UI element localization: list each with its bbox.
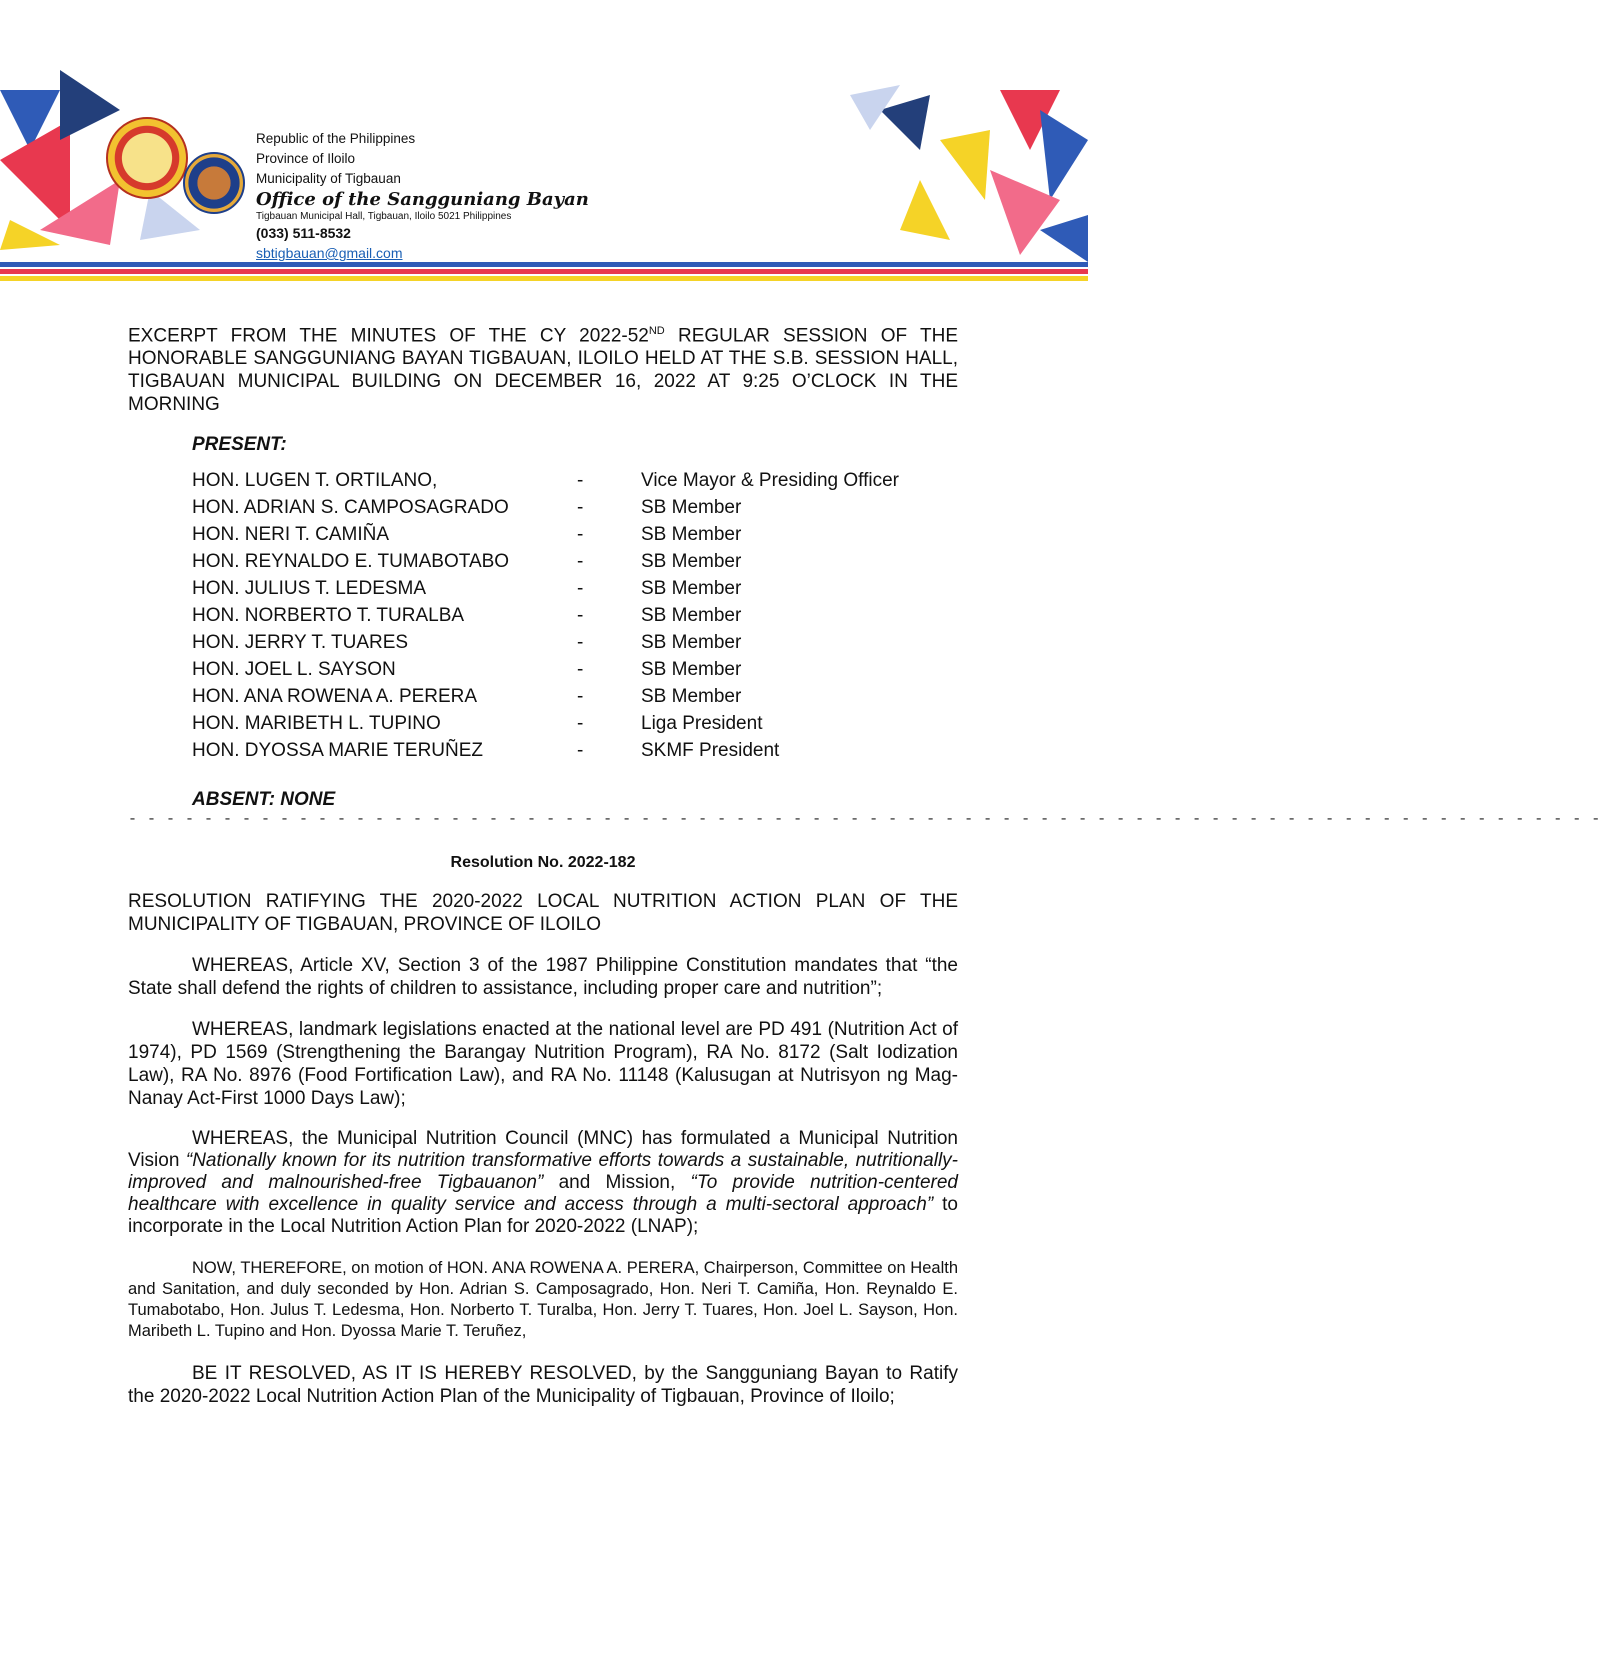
absent-label: ABSENT: NONE <box>192 789 336 811</box>
whereas-paragraph-2: WHEREAS, landmark legislations enacted at the national level are PD 491 (Nutrition Act of 1974), PD 1569 (Strengthening the Barangay Nutrition Program), RA No. 8172 (Salt Iodization Law), RA No. 8976 (Food Fortification Law), and RA No. 11148 (Kalusugan at Nutrisyon ng Mag-Nanay Act-First 1000 Days Law); <box>128 1019 958 1110</box>
office-title: Office of the Sangguniang Bayan <box>256 189 589 210</box>
province-line: Province of Iloilo <box>256 151 356 166</box>
attendee-dash: - <box>577 659 584 681</box>
attendee-position: SB Member <box>641 497 742 519</box>
municipality-seal <box>106 117 188 199</box>
sangguniang-bayan-seal <box>183 152 245 214</box>
attendee-name: HON. ADRIAN S. CAMPOSAGRADO <box>192 497 509 519</box>
right-triangle-blue2 <box>1040 215 1088 262</box>
right-triangle-yellow2 <box>900 180 950 240</box>
attendee-position: SB Member <box>641 524 742 546</box>
resolution-number: Resolution No. 2022-182 <box>450 854 636 872</box>
attendee-name: HON. JERRY T. TUARES <box>192 632 409 654</box>
attendee-name: HON. JOEL L. SAYSON <box>192 659 396 681</box>
letterhead-text <box>256 129 589 263</box>
attendee-name: HON. NORBERTO T. TURALBA <box>192 605 465 627</box>
letterhead <box>0 0 1088 290</box>
attendee-position: SKMF President <box>641 740 780 762</box>
attendee-name: HON. NERI T. CAMIÑA <box>192 524 390 546</box>
republic-line: Republic of the Philippines <box>256 131 416 146</box>
office-email-link[interactable]: sbtigbauan@gmail.com <box>256 245 403 261</box>
attendee-row <box>192 470 941 497</box>
attendee-dash: - <box>577 524 584 546</box>
document-body <box>128 320 1601 1408</box>
attendee-dash: - <box>577 470 584 492</box>
resolved-paragraph: BE IT RESOLVED, AS IT IS HEREBY RESOLVED, by the Sangguniang Bayan to Ratify the 2020-2022 Local Nutrition Action Plan of the Municipality of Tigbauan, Province of Iloilo; <box>128 1363 958 1408</box>
attendee-name: HON. MARIBETH L. TUPINO <box>192 713 441 735</box>
right-triangle-yellow <box>940 130 990 200</box>
attendee-position: Vice Mayor & Presiding Officer <box>641 470 900 492</box>
attendee-row <box>192 524 941 551</box>
vision-statement: “Nationally known for its nutrition transformative efforts towards a sustainable, nutritionally-improved and malnourished-free Tigbauanon” <box>128 1150 958 1194</box>
attendee-row <box>192 632 941 659</box>
attendee-row <box>192 497 941 524</box>
attendee-name: HON. REYNALDO E. TUMABOTABO <box>192 551 510 573</box>
attendee-name: HON. DYOSSA MARIE TERUÑEZ <box>192 740 484 762</box>
attendee-name: HON. LUGEN T. ORTILANO, <box>192 470 438 492</box>
resolution-title: RESOLUTION RATIFYING THE 2020-2022 LOCAL NUTRITION ACTION PLAN OF THE MUNICIPALITY OF TIGBAUAN, PROVINCE OF ILOILO <box>128 891 958 936</box>
attendee-position: SB Member <box>641 632 742 654</box>
attendee-dash: - <box>577 605 584 627</box>
attendee-dash: - <box>577 497 584 519</box>
attendee-name: HON. ANA ROWENA A. PERERA <box>192 686 478 708</box>
attendee-row <box>192 740 941 767</box>
attendee-dash: - <box>577 686 584 708</box>
present-label: PRESENT: <box>192 434 287 456</box>
attendee-dash: - <box>577 740 584 762</box>
left-triangle-navy <box>60 70 120 140</box>
header-stripes <box>0 262 1088 281</box>
attendee-position: SB Member <box>641 578 742 600</box>
attendee-dash: - <box>577 551 584 573</box>
attendee-position: Liga President <box>641 713 763 735</box>
attendee-position: SB Member <box>641 659 742 681</box>
attendee-row <box>192 659 941 686</box>
office-address: Tigbauan Municipal Hall, Tigbauan, Iloilo 5021 Philippines <box>256 211 512 222</box>
section-divider: - - - - - - - - - - - - - - - - - - - - - - - - - - - - - - - - - - - - - - - - - - - - - - - - - - - - - - - - - - - - - - - - - - - - - - - - - - - - - - <box>128 811 1601 829</box>
attendee-row <box>192 713 941 740</box>
attendee-position: SB Member <box>641 551 742 573</box>
attendee-row <box>192 578 941 605</box>
attendee-position: SB Member <box>641 605 742 627</box>
attendee-position: SB Member <box>641 686 742 708</box>
mission-statement: “To provide nutrition-centered healthcare with excellence in quality service and access through a multi-sectoral approach” <box>128 1172 958 1216</box>
excerpt-heading: EXCERPT FROM THE MINUTES OF THE CY 2022-52ND REGULAR SESSION OF THE HONORABLE SANGGUNIANG BAYAN TIGBAUAN, ILOILO HELD AT THE S.B. SESSION HALL, TIGBAUAN MUNICIPAL BUILDING ON DECEMBER 16, 2022 AT 9:25 O’CLOCK IN THE MORNING <box>128 325 958 416</box>
attendance-table <box>192 470 941 767</box>
attendee-dash: - <box>577 578 584 600</box>
now-therefore-paragraph: NOW, THEREFORE, on motion of HON. ANA ROWENA A. PERERA, Chairperson, Committee on Health and Sanitation, and duly seconded by Hon. Adrian S. Camposagrado, Hon. Neri T. Camiña, Hon. Reynaldo E. Tumabotabo, Hon. Julus T. Ledesma, Hon. Norberto T. Turalba, Hon. Jerry T. Tuares, Hon. Joel L. Sayson, Hon. Maribeth L. Tupino and Hon. Dyossa Marie T. Teruñez, <box>128 1259 958 1341</box>
attendee-row <box>192 551 941 578</box>
municipality-line: Municipality of Tigbauan <box>256 171 401 186</box>
right-triangle-blue <box>1040 110 1088 200</box>
stripe-yellow <box>0 276 1088 281</box>
attendee-dash: - <box>577 713 584 735</box>
whereas-paragraph-1: WHEREAS, Article XV, Section 3 of the 1987 Philippine Constitution mandates that “the State shall defend the rights of children to assistance, including proper care and nutrition”; <box>128 955 958 1000</box>
attendee-dash: - <box>577 632 584 654</box>
attendee-name: HON. JULIUS T. LEDESMA <box>192 578 427 600</box>
office-phone: (033) 511-8532 <box>256 225 351 241</box>
whereas-paragraph-3: WHEREAS, the Municipal Nutrition Council (MNC) has formulated a Municipal Nutrition Vision “Nationally known for its nutrition transformative efforts towards a sustainable, nutritionally-improved and malnourished-free Tigbauanon” and Mission, “To provide nutrition-centered healthcare with excellence in quality service and access through a multi-sectoral approach” to incorporate in the Local Nutrition Action Plan for 2020-2022 (LNAP); <box>128 1128 958 1238</box>
attendee-row <box>192 686 941 713</box>
attendee-row <box>192 605 941 632</box>
